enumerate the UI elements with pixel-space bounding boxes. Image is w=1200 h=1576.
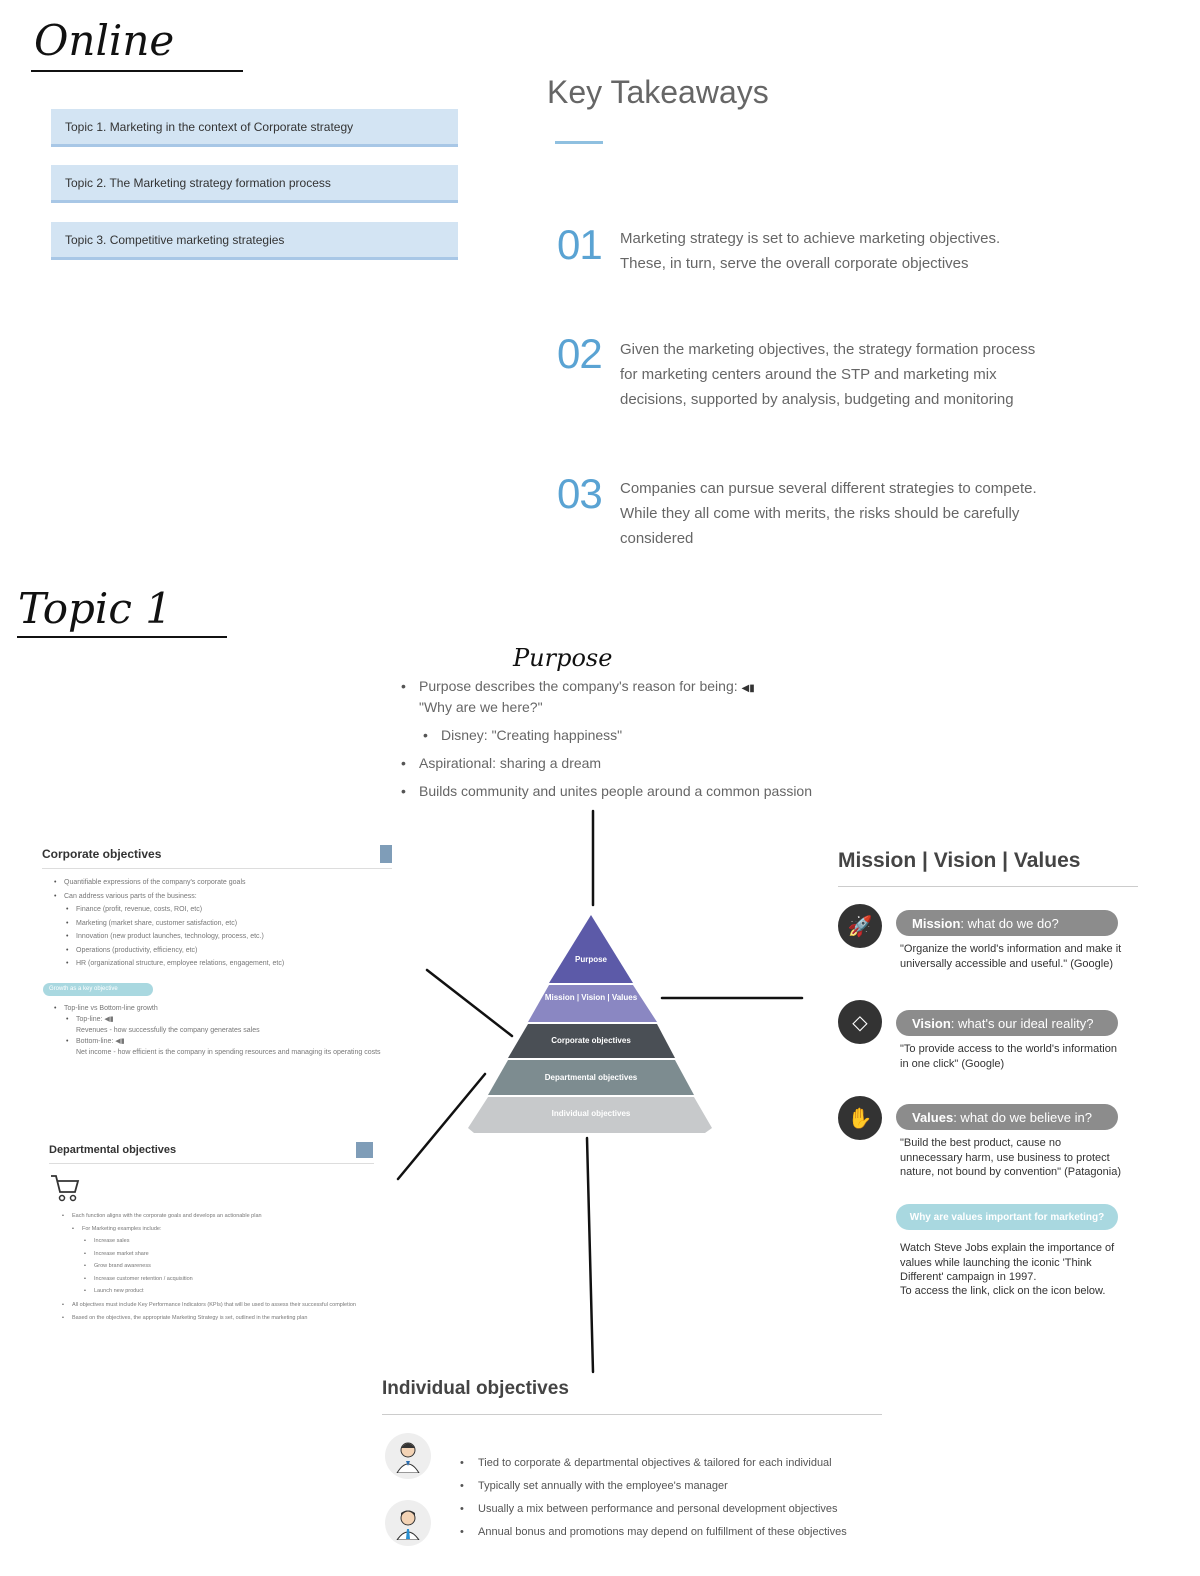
pyramid xyxy=(468,915,712,1133)
takeaway-number: 01 xyxy=(557,221,602,268)
woman-avatar-icon xyxy=(385,1433,431,1479)
list-item: • Typically set annually with the employee's manager xyxy=(458,1475,878,1498)
takeaway-text: Marketing strategy is set to achieve marketing objectives. These, in turn, serve the overall corporate objectives xyxy=(620,230,1001,272)
list-item: • Usually a mix between performance and personal development objectives xyxy=(458,1498,878,1521)
list-item: • For Marketing examples include: xyxy=(72,1223,377,1236)
topic-box-2: Topic 2. The Marketing strategy formation process xyxy=(51,165,458,203)
vision-quote: "To provide access to the world's information in one click" (Google) xyxy=(900,1043,1117,1070)
topic-box-1: Topic 1. Marketing in the context of Corporate strategy xyxy=(51,109,458,147)
list-item: • Grow brand awareness xyxy=(84,1260,377,1273)
departmental-objectives-title: Departmental objectives xyxy=(49,1144,177,1156)
speaker-icon[interactable] xyxy=(380,845,392,863)
divider xyxy=(382,1414,882,1415)
list-item: • Launch new product xyxy=(84,1285,377,1298)
list-item: • Tied to corporate & departmental objectives & tailored for each individual xyxy=(458,1452,878,1475)
departmental-objectives-list xyxy=(62,1210,377,1324)
growth-list xyxy=(54,1003,394,1058)
list-item: • Can address various parts of the business: xyxy=(54,890,394,904)
key-takeaways-title: Key Takeaways xyxy=(547,74,769,110)
pyramid-level-purpose xyxy=(549,915,633,983)
topic-box-3: Topic 3. Competitive marketing strategies xyxy=(51,222,458,260)
pyramid-label: Mission | Vision | Values xyxy=(544,993,638,1002)
takeaway-text: Given the marketing objectives, the strategy formation process for marketing centers around the STP and marketing mix decisions, supported by analysis, budgeting and monitoring xyxy=(620,341,1036,408)
values-pill: Values : what do we believe in? xyxy=(896,1104,1118,1130)
vision-pill: Vision : what's our ideal reality? xyxy=(896,1010,1118,1036)
handwritten-topic: Topic 1 xyxy=(18,584,172,633)
list-item: • Based on the objectives, the appropriate Marketing Strategy is set, outlined in the marketing plan xyxy=(62,1312,377,1325)
takeaway-number: 02 xyxy=(557,330,602,377)
watch-text: Watch Steve Jobs explain the importance of values while launching the iconic 'Think Different' campaign in 1997. xyxy=(900,1242,1115,1283)
individual-objectives-list xyxy=(458,1452,878,1544)
access-link-text: To access the link, click on the icon below. xyxy=(900,1285,1106,1297)
list-item: • Bottom-line: ◀▮ Net income - how efficient is the company in spending resources and managing its operating costs xyxy=(66,1036,394,1058)
list-item: • HR (organizational structure, employee relations, engagement, etc) xyxy=(66,957,394,971)
list-item: • Disney: "Creating happiness" xyxy=(421,726,839,744)
list-item: • Innovation (new product launches, technology, process, etc.) xyxy=(66,930,394,944)
mission-quote: "Organize the world's information and make it universally accessible and useful." (Google) xyxy=(900,943,1122,970)
mvv-title: Mission | Vision | Values xyxy=(838,849,1081,872)
man-avatar-icon xyxy=(385,1500,431,1546)
list-item: • Quantifiable expressions of the company's corporate goals xyxy=(54,876,394,890)
list-item: • Aspirational: sharing a dream xyxy=(399,754,839,772)
growth-key-objective-pill[interactable]: Growth as a key objective xyxy=(43,983,153,996)
list-item: • Builds community and unites people around a common passion xyxy=(399,782,839,800)
list-item: • Finance (profit, revenue, costs, ROI, etc) xyxy=(66,903,394,917)
list-item: • Increase sales xyxy=(84,1235,377,1248)
list-item: • Purpose describes the company's reason for being: ◀▮ "Why are we here?" xyxy=(399,677,839,716)
divider xyxy=(838,886,1138,887)
divider xyxy=(42,868,392,869)
list-item: • Increase customer retention / acquisition xyxy=(84,1273,377,1286)
mission-pill: Mission : what do we do? xyxy=(896,910,1118,936)
pyramid-label: Corporate objectives xyxy=(551,1036,631,1045)
corporate-objectives-title: Corporate objectives xyxy=(42,847,162,861)
list-item: • Marketing (market share, customer satisfaction, etc) xyxy=(66,917,394,931)
handshake-icon: ✋ xyxy=(838,1096,882,1140)
pyramid-level-mvv xyxy=(528,985,657,1022)
list-item: • Annual bonus and promotions may depend on fulfillment of these objectives xyxy=(458,1521,878,1544)
corporate-objectives-list xyxy=(54,876,394,971)
takeaway-text: Companies can pursue several different strategies to compete. While they all come with merits, the risks should be carefully considered xyxy=(620,480,1037,547)
rocket-icon: 🚀 xyxy=(838,904,882,948)
list-item: • Each function aligns with the corporate goals and develops an actionable plan xyxy=(62,1210,377,1223)
speaker-icon[interactable]: ◀▮ xyxy=(741,683,755,694)
individual-objectives-title: Individual objectives xyxy=(382,1378,569,1399)
values-marketing-button[interactable]: Why are values important for marketing? xyxy=(896,1204,1118,1230)
diamond-icon: ◇ xyxy=(838,1000,882,1044)
divider xyxy=(49,1163,374,1164)
list-item: • Top-line vs Bottom-line growth xyxy=(54,1003,394,1014)
handwritten-online: Online xyxy=(34,16,175,65)
list-item: • Operations (productivity, efficiency, etc) xyxy=(66,944,394,958)
speaker-icon[interactable] xyxy=(356,1142,373,1158)
list-item: • Increase market share xyxy=(84,1248,377,1261)
takeaway-number: 03 xyxy=(557,470,602,517)
list-item: • Top-line: ◀▮ Revenues - how successfully the company generates sales xyxy=(66,1014,394,1036)
pyramid-label: Departmental objectives xyxy=(544,1073,638,1082)
pyramid-label: Purpose xyxy=(574,955,608,964)
list-item: • All objectives must include Key Performance Indicators (KPIs) that will be used to assess their successful completion xyxy=(62,1301,377,1309)
pyramid-label: Individual objectives xyxy=(551,1109,631,1118)
shopping-cart-icon xyxy=(49,1172,81,1204)
values-quote: "Build the best product, cause no unnecessary harm, use business to protect nature, not bound by convention" (Patagonia) xyxy=(900,1137,1122,1178)
handwritten-purpose: Purpose xyxy=(513,644,613,672)
